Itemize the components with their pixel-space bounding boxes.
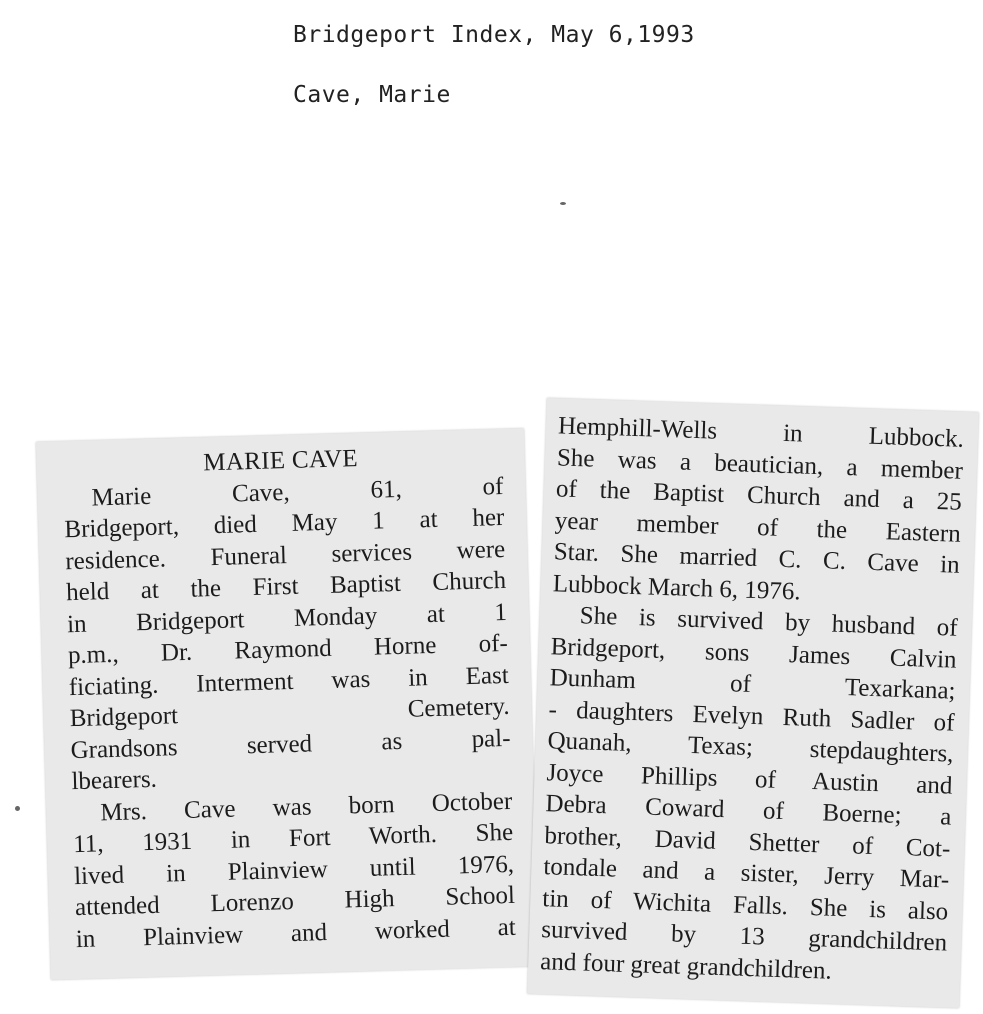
obituary-line: year member of the Eastern: [554, 506, 962, 548]
obituary-line: in Plainview and worked at: [75, 913, 517, 953]
obituary-line: Joyce Phillips of Austin and: [546, 758, 953, 800]
obituary-line: lived in Plainview until 1976,: [73, 850, 515, 890]
obituary-line: She was a beautician, a member: [556, 443, 964, 485]
obituary-line: Debra Coward of Boerne; a: [545, 790, 952, 831]
source-citation: Bridgeport Index, May 6,1993: [293, 22, 695, 48]
obituary-line: p.m., Dr. Raymond Horne of-: [67, 629, 509, 670]
obituary-line: Marie Cave, 61, of: [91, 472, 504, 511]
paper-speck: [15, 806, 20, 811]
obituary-line: attended Lorenzo High School: [74, 881, 516, 922]
obituary-line: of the Baptist Church and a 25: [555, 475, 963, 516]
obituary-clipping-left: [36, 428, 539, 979]
obituary-clipping-right: [527, 398, 979, 1008]
obituary-line: and four great grandchildren.: [539, 947, 833, 985]
obituary-line: - daughters Evelyn Ruth Sadler of: [548, 695, 955, 737]
obituary-line: tin of Wichita Falls. She is also: [541, 884, 949, 926]
obituary-line: ficiating. Interment was in East: [68, 661, 510, 701]
obituary-line: 11, 1931 in Fort Worth. She: [72, 818, 514, 859]
obituary-line: Grandsons served as pal-: [70, 724, 511, 764]
obituary-headline: MARIE CAVE: [202, 445, 359, 477]
obituary-line: Bridgeport Cemetery.: [69, 692, 510, 733]
obituary-line: Dunham of Texarkana;: [549, 664, 956, 705]
obituary-line: tondale and a sister, Jerry Mar-: [543, 853, 950, 894]
obituary-line: Quanah, Texas; stepdaughters,: [547, 727, 954, 768]
obituary-line: lbearers.: [71, 765, 158, 796]
obituary-line: survived by 13 grandchildren: [540, 916, 948, 957]
obituary-line: brother, David Shetter of Cot-: [544, 821, 951, 863]
decedent-name: Cave, Marie: [293, 82, 451, 108]
obituary-line: Bridgeport, died May 1 at her: [64, 503, 505, 544]
obituary-line: Mrs. Cave was born October: [99, 787, 513, 826]
obituary-line: Star. She married C. C. Cave in: [553, 538, 961, 579]
obituary-line: Hemphill-Wells in Lubbock.: [557, 412, 965, 453]
paper-speck: [560, 202, 566, 205]
obituary-line: Lubbock March 6, 1976.: [552, 569, 802, 606]
obituary-line: residence. Funeral services were: [64, 535, 506, 575]
obituary-line: Bridgeport, sons James Calvin: [550, 632, 957, 674]
obituary-line: She is survived by husband of: [579, 602, 959, 642]
obituary-line: held at the First Baptist Church: [65, 566, 507, 607]
obituary-line: in Bridgeport Monday at 1: [66, 598, 508, 638]
